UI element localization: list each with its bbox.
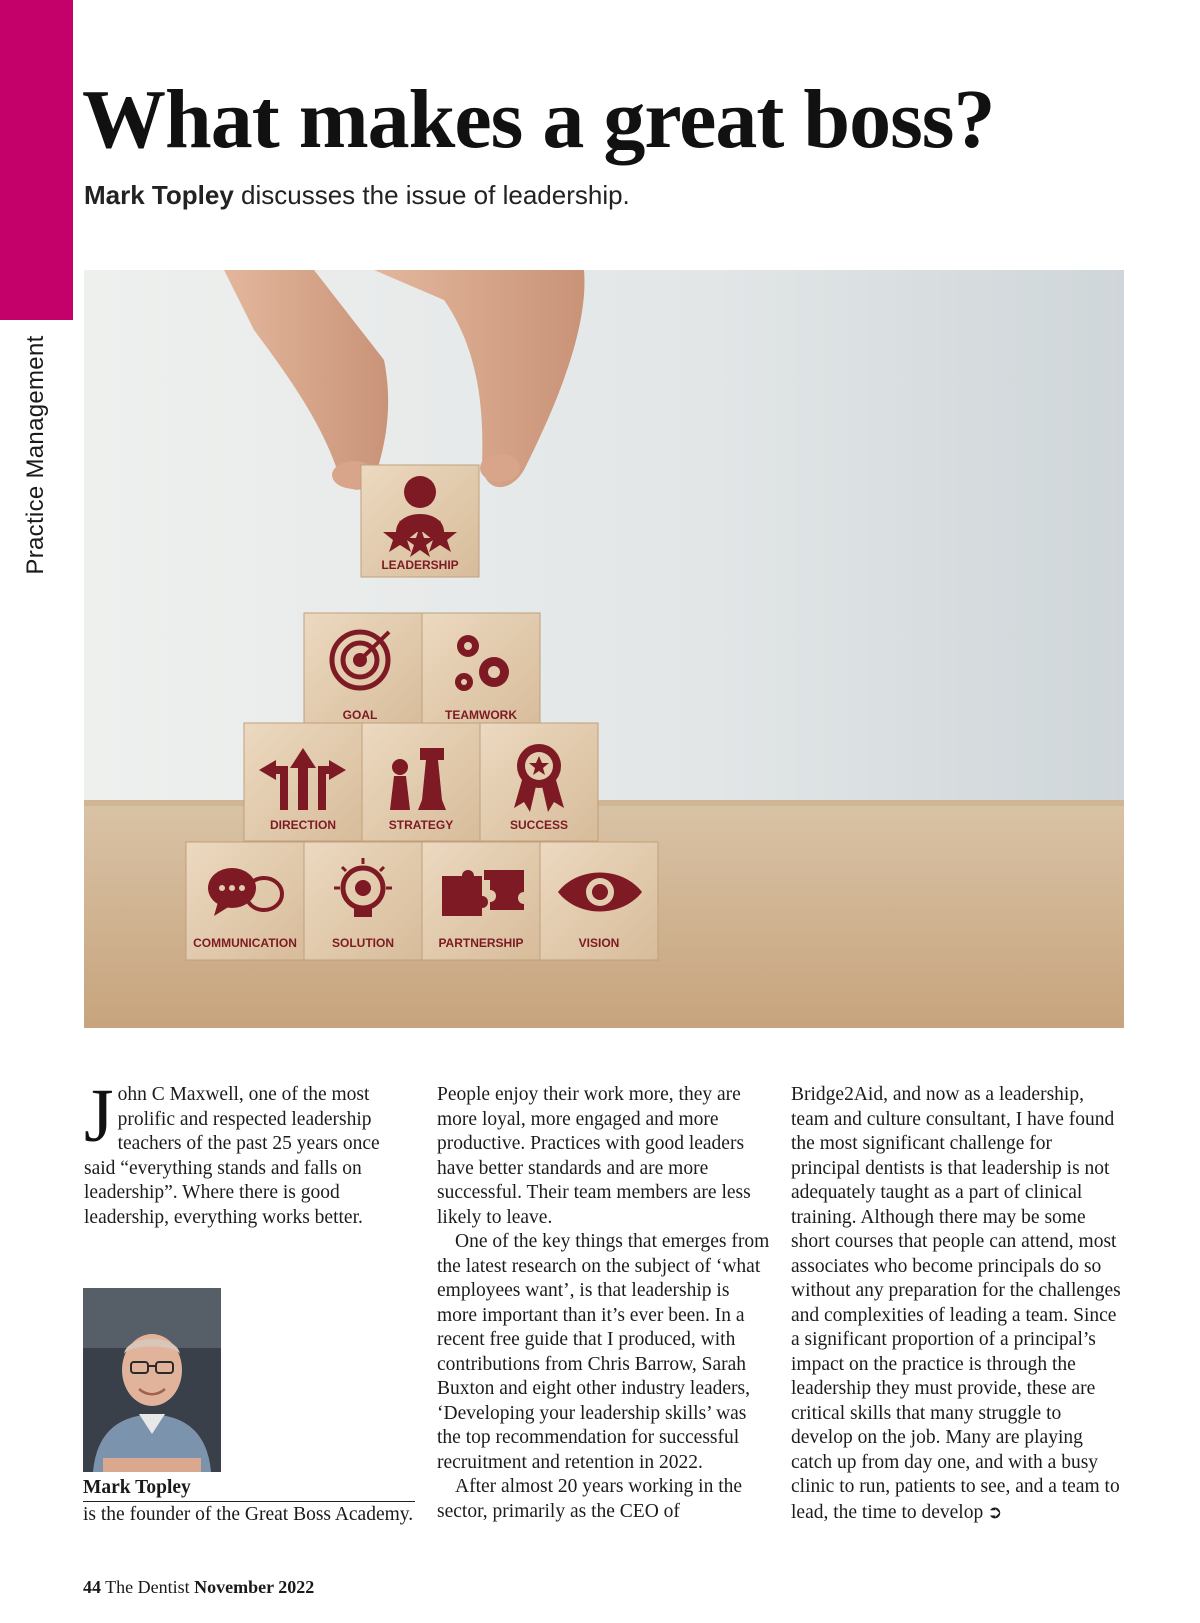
issue-date: November 2022 [194, 1577, 315, 1597]
block-strategy [362, 723, 480, 841]
leadership-blocks-photo [84, 270, 1124, 1028]
publication-name: The Dentist [101, 1577, 195, 1597]
block-label: DIRECTION [270, 818, 336, 832]
block-partnership [422, 842, 540, 960]
subtitle-author: Mark Topley [84, 180, 234, 210]
paragraph: After almost 20 years working in the sector, primarily as the CEO of [437, 1476, 743, 1522]
subtitle-text: discusses the issue of leadership. [233, 180, 630, 210]
block-label: GOAL [342, 708, 378, 722]
headline: What makes a great boss? [82, 73, 995, 166]
block-label: SUCCESS [509, 818, 569, 832]
block-label: VISION [578, 936, 620, 950]
paragraph-text: ohn C Maxwell, one of the most prolific and respected leadership teachers of the past 25 years once said “everything stands and falls on leadership”. Where there is good leadership, everything works better. [84, 1084, 380, 1228]
paragraph-text: Bridge2Aid, and now as a leadership, team and culture consultant, I have found the most significant challenge for principal dentists is that leadership is not adequately taught as a part of clinical training. Although there may be some short courses that people can attend, most associates who become principals do so without any preparation for the challenges and complexities of leading a team. Since a significant proportion of a principal’s impact on the practice is through the leadership they must provide, these are critical skills that many struggle to develop on the job. Many are playing catch up from day one, and with a busy clinic to run, patients to see, and a team to lead, the time to develop [791, 1084, 1121, 1523]
article-column-1 [84, 1074, 396, 1230]
article-column-3 [791, 1083, 1126, 1525]
paragraph [84, 1074, 396, 1230]
author-photo [83, 1288, 221, 1472]
block-vision [540, 842, 658, 960]
article-column-2 [437, 1083, 772, 1524]
arrow-right-circle-icon: ➲ [987, 1501, 1003, 1522]
paragraph: People enjoy their work more, they are more loyal, more engaged and more productive. Practices with good leaders have better standards and are more successful. Their team members are less likely to leave. [437, 1084, 751, 1228]
block-label: PARTNERSHIP [438, 936, 524, 950]
block-label: SOLUTION [332, 936, 394, 950]
block-label: LEADERSHIP [381, 558, 459, 572]
author-bio: is the founder of the Great Boss Academy. [83, 1504, 414, 1525]
page-footer [83, 1577, 314, 1598]
block-teamwork [422, 613, 540, 731]
block-label: COMMUNICATION [193, 936, 297, 950]
block-leadership [361, 465, 479, 577]
paragraph: One of the key things that emerges from the latest research on the subject of ‘what employees want’, is that leadership is more important than it’s ever been. In a recent free guide that I produced, with contributions from Chris Barrow, Sarah Buxton and eight other industry leaders, ‘Developing your leadership skills’ was the top recommendation for successful recruitment and retention in 2022. [437, 1231, 770, 1473]
subtitle [84, 180, 630, 211]
block-label: TEAMWORK [445, 708, 517, 722]
drop-cap: J [84, 1074, 114, 1158]
block-solution [304, 842, 422, 960]
hero-image [84, 270, 1124, 1028]
block-success [480, 723, 598, 841]
block-goal [304, 613, 422, 731]
paragraph [791, 1083, 1126, 1525]
block-communication [186, 842, 304, 960]
block-label: STRATEGY [388, 818, 454, 832]
block-direction [244, 723, 362, 841]
page-number: 44 [83, 1577, 101, 1597]
section-label: Practice Management [22, 335, 49, 575]
author-name: Mark Topley [83, 1476, 415, 1502]
section-color-bar [0, 0, 73, 320]
